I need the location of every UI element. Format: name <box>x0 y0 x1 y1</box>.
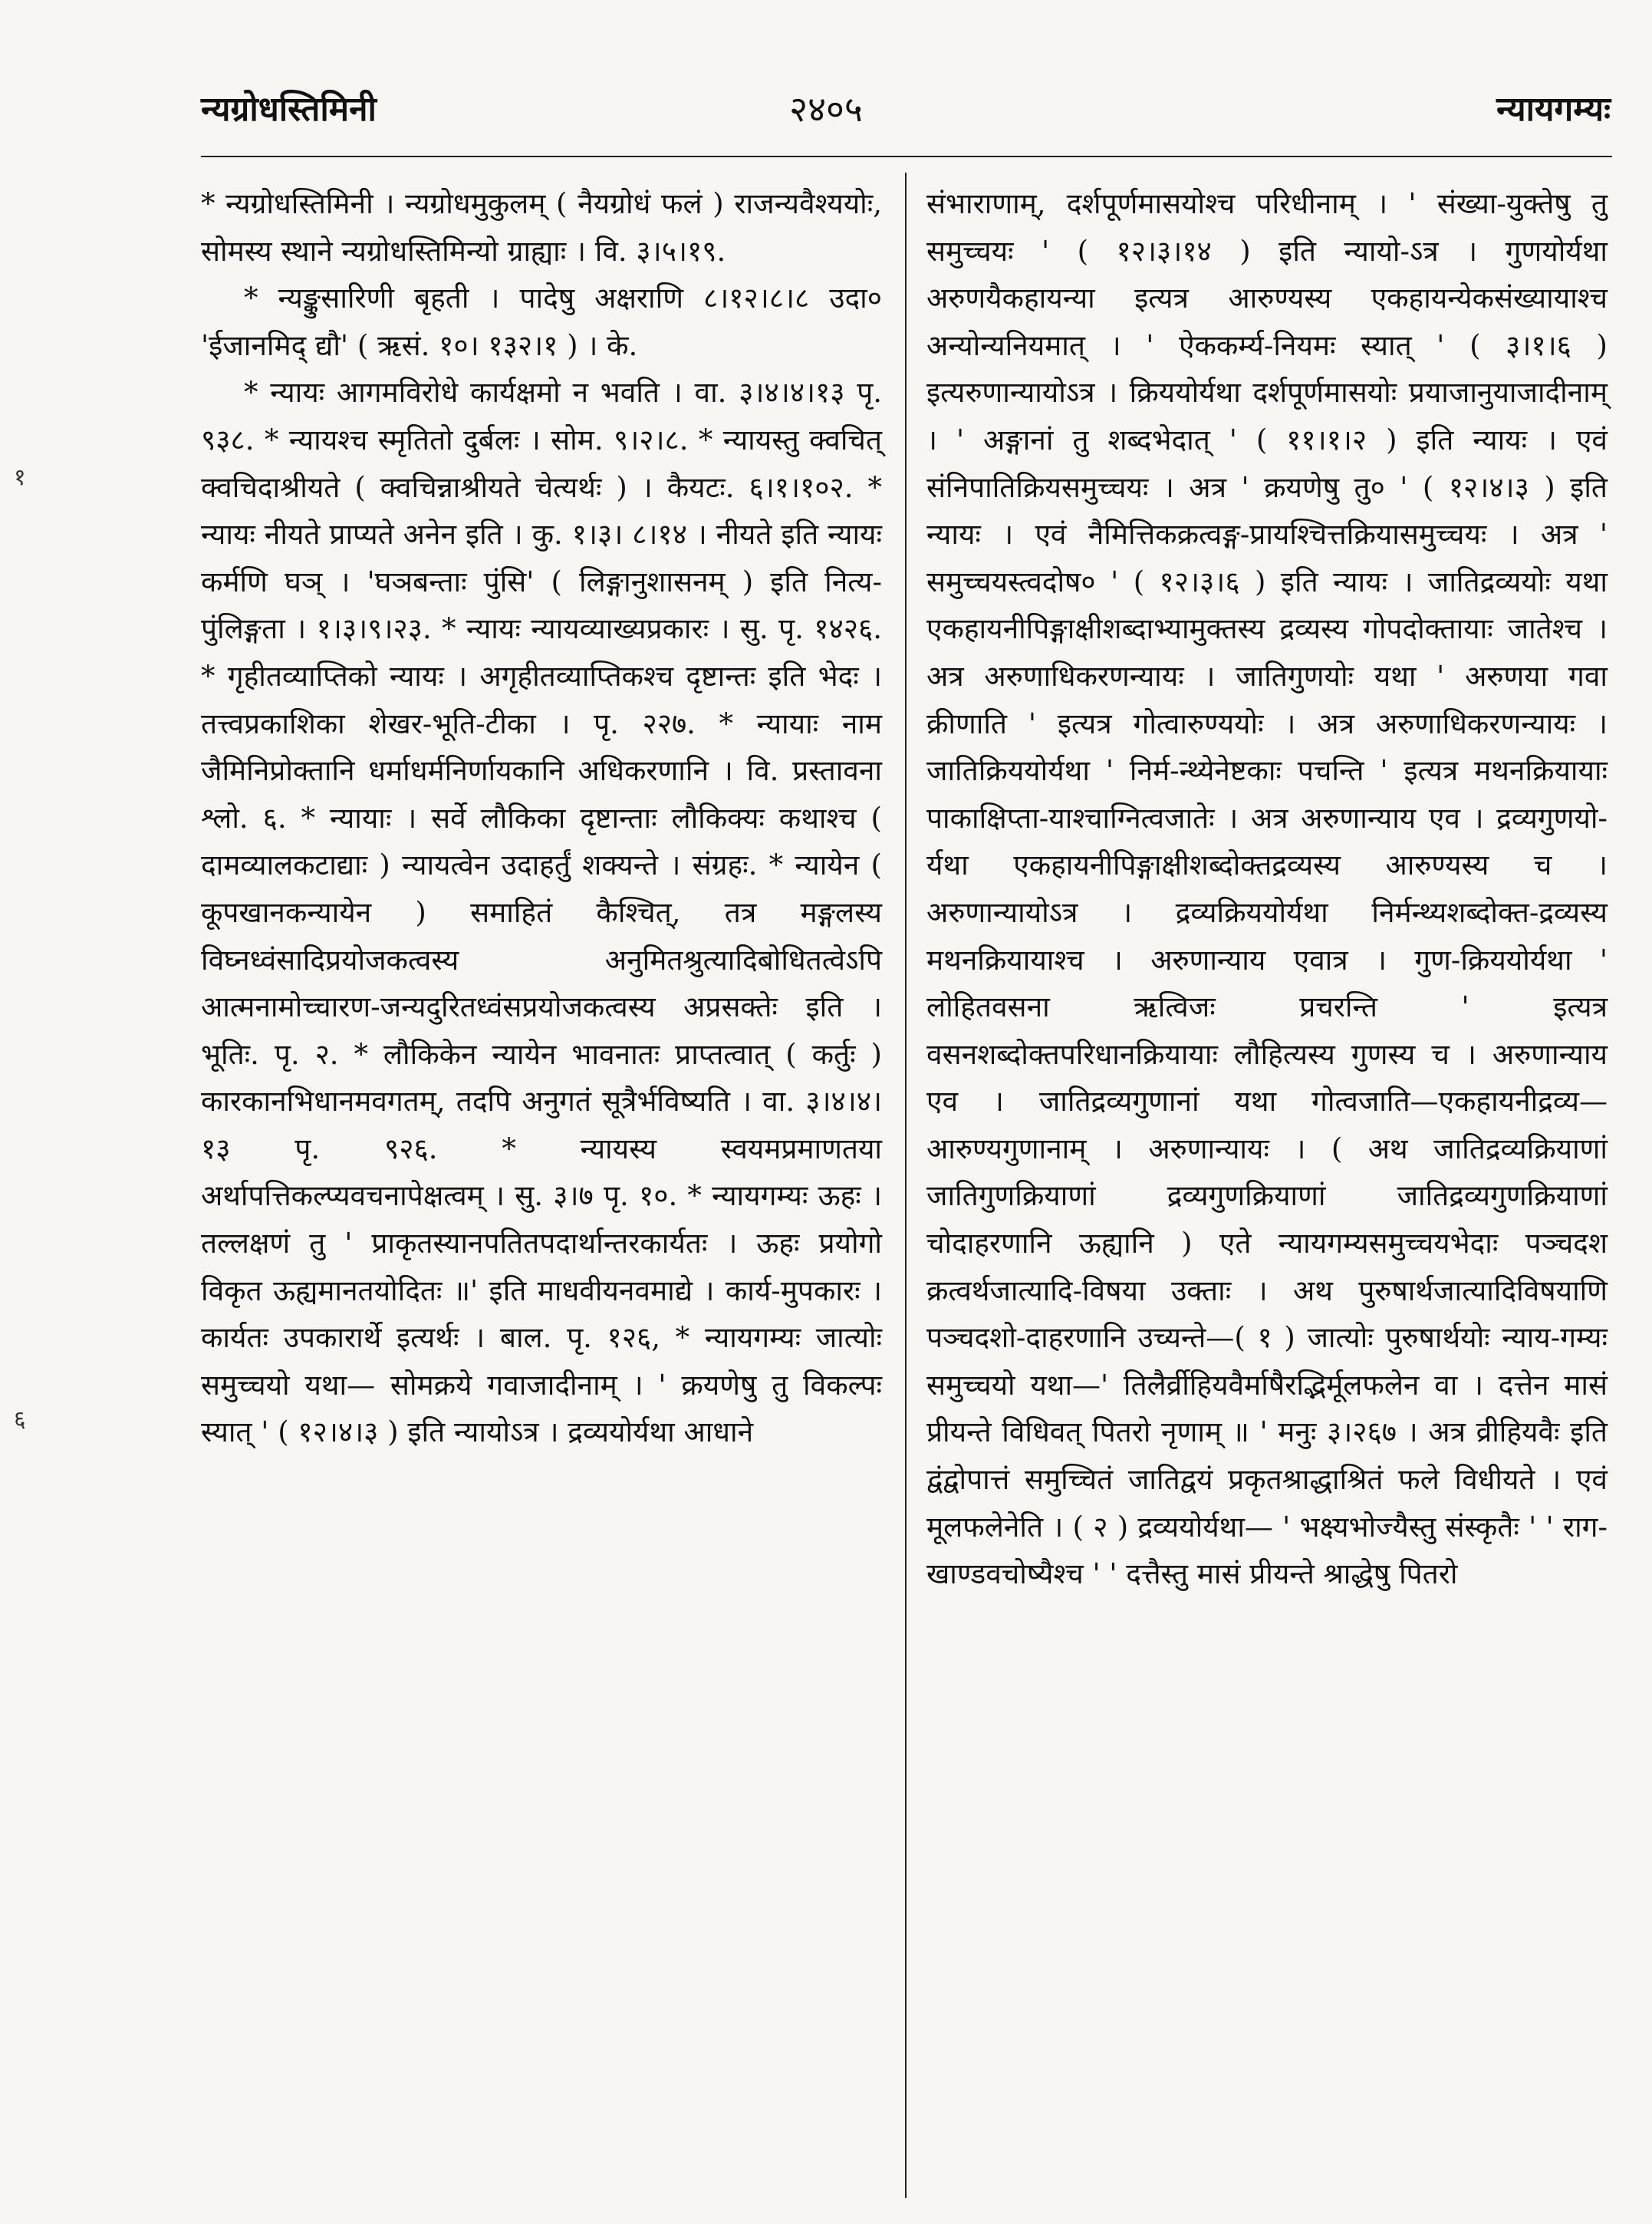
header-left-guideword: न्यग्रोधस्तिमिनी <box>201 90 377 129</box>
entry-paragraph: * न्यङ्कुसारिणी बृहती । पादेषु अक्षराणि ८।१२।८।८ उदा० 'ईजानमिद् द्यौ' ( ऋसं. १०। १३२।१ ) । के. <box>201 282 882 362</box>
header-rule <box>201 156 1612 157</box>
page-header <box>0 84 1652 138</box>
header-right-guideword: न्यायगम्यः <box>1496 90 1611 129</box>
entry-paragraph: * न्यायः आगमविरोधे कार्यक्षमो न भवति । वा. ३।४।४।१३ पृ. ९३८. * न्यायश्च स्मृतितो दुर्बलः । सोम. ९।२।८. * न्यायस्तु क्वचित् क्वचिदाश्रीयते ( क्वचिन्नाश्रीयते चेत्यर्थः ) । कैयटः. ६।१।१०२. * न्यायः नीयते प्राप्यते अनेन इति । कु. १।३। ८।१४ । नीयते इति न्यायः कर्मणि घञ् । 'घञबन्ताः पुंसि' ( लिङ्गानुशासनम् ) इति नित्य-पुंलिङ्गता । १।३।९।२३. * न्यायः न्यायव्याख्यप्रकारः । सु. पृ. १४२६. * गृहीतव्याप्तिको न्यायः । अगृहीतव्याप्तिकश्च दृष्टान्तः इति भेदः । तत्त्वप्रकाशिका शेखर-भूति-टीका । पृ. २२७. * न्यायाः नाम जैमिनिप्रोक्तानि धर्माधर्मनिर्णायकानि अधिकरणानि । वि. प्रस्तावना श्लो. ६. * न्यायाः । सर्वे लौकिका दृष्टान्ताः लौकिक्यः कथाश्च ( दामव्यालकटाद्याः ) न्यायत्वेन उदाहर्तुं शक्यन्ते । संग्रहः. * न्यायेन ( कूपखानकन्यायेन ) समाहितं कैश्चित्, तत्र मङ्गलस्य विघ्नध्वंसादिप्रयोजकत्वस्य अनुमितश्रुत्यादिबोधितत्वेऽपि आत्मनामोच्चारण-जन्यदुरितध्वंसप्रयोजकत्वस्य अप्रसक्तेः इति । भूतिः. पृ. २. * लौकिकेन न्यायेन भावनातः प्राप्तत्वात् ( कर्तुः ) कारकानभिधानमवगतम्, तदपि अनुगतं सूत्रैर्भविष्यति । वा. ३।४।४।१३ पृ. ९२६. * न्यायस्य स्वयमप्रमाणतया अर्थापत्तिकल्प्यवचनापेक्षत्वम् । सु. ३।७ पृ. १०. * न्यायगम्यः ऊहः । तल्लक्षणं तु ' प्राकृतस्यानपतितपदार्थान्तरकार्यतः । ऊहः प्रयोगो विकृत ऊह्यमानतयोदितः ॥' इति माधवीयनवमाद्ये । कार्य-मुपकारः । कार्यतः उपकारार्थे इत्यर्थः । बाल. पृ. १२६, * न्यायगम्यः जात्योः समुच्चयो यथा— सोमक्रये गवाजादीनाम् । ' क्रयणेषु तु विकल्पः स्यात् ' ( १२।४।३ ) इति न्यायोऽत्र । द्रव्ययोर्यथा आधाने <box>201 376 882 1449</box>
right-column <box>926 180 1608 1598</box>
page-number: २४०५ <box>789 88 863 130</box>
column-divider <box>905 173 907 2198</box>
left-column <box>201 180 882 1456</box>
entry-paragraph: * न्यग्रोधस्तिमिनी । न्यग्रोधमुकुलम् ( नैयग्रोधं फलं ) राजन्यवैश्ययोः, सोमस्य स्थाने न्यग्रोधस्तिमिन्यो ग्राह्याः । वि. ३।५।१९. <box>201 187 882 268</box>
margin-mark: १ <box>14 464 26 491</box>
margin-mark: ६ <box>14 1406 26 1433</box>
entry-paragraph: संभाराणाम्, दर्शपूर्णमासयोश्च परिधीनाम् । ' संख्या-युक्तेषु तु समुच्चयः ' ( १२।३।१४ ) इति न्यायो-ऽत्र । गुणयोर्यथा अरुणयैकहायन्या इत्यत्र आरुण्यस्य एकहायन्येकसंख्यायाश्च अन्योन्यनियमात् । ' ऐककर्म्य-नियमः स्यात् ' ( ३।१।६ ) इत्यरुणान्यायोऽत्र । क्रिययोर्यथा दर्शपूर्णमासयोः प्रयाजानुयाजादीनाम् । ' अङ्गानां तु शब्दभेदात् ' ( ११।१।२ ) इति न्यायः । एवं संनिपातिक्रियसमुच्चयः । अत्र ' क्रयणेषु तु० ' ( १२।४।३ ) इति न्यायः । एवं नैमित्तिकक्रत्वङ्ग-प्रायश्चित्तक्रियासमुच्चयः । अत्र ' समुच्चयस्त्वदोष० ' ( १२।३।६ ) इति न्यायः । जातिद्रव्ययोः यथा एकहायनीपिङ्गाक्षीशब्दाभ्यामुक्तस्य द्रव्यस्य गोपदोक्तायाः जातेश्च । अत्र अरुणाधिकरणन्यायः । जातिगुणयोः यथा ' अरुणया गवा क्रीणाति ' इत्यत्र गोत्वारुण्ययोः । अत्र अरुणाधिकरणन्यायः । जातिक्रिययोर्यथा ' निर्म-न्थ्येनेष्टकाः पचन्ति ' इत्यत्र मथनक्रियायाः पाकाक्षिप्ता-याश्चाग्नित्वजातेः । अत्र अरुणान्याय एव । द्रव्यगुणयो-र्यथा एकहायनीपिङ्गाक्षीशब्दोक्तद्रव्यस्य आरुण्यस्य च । अरुणान्यायोऽत्र । द्रव्यक्रिययोर्यथा निर्मन्थ्यशब्दोक्त-द्रव्यस्य मथनक्रियायाश्च । अरुणान्याय एवात्र । गुण-क्रिययोर्यथा ' लोहितवसना ऋत्विजः प्रचरन्ति ' इत्यत्र वसनशब्दोक्तपरिधानक्रियायाः लौहित्यस्य गुणस्य च । अरुणान्याय एव । जातिद्रव्यगुणानां यथा गोत्वजाति—एकहायनीद्रव्य—आरुण्यगुणानाम् । अरुणान्यायः । ( अथ जातिद्रव्यक्रियाणां जातिगुणक्रियाणां द्रव्यगुणक्रियाणां जातिद्रव्यगुणक्रियाणां चोदाहरणानि ऊह्यानि ) एते न्यायगम्यसमुच्चयभेदाः पञ्चदश क्रत्वर्थजात्यादि-विषया उक्ताः । अथ पुरुषार्थजात्यादिविषयाणि पञ्चदशो-दाहरणानि उच्यन्ते—( १ ) जात्योः पुरुषार्थयोः न्याय-गम्यः समुच्चयो यथा—' तिलैर्व्रीहियवैर्माषैरद्भिर्मूलफलेन वा । दत्तेन मासं प्रीयन्ते विधिवत् पितरो नृणाम् ॥ ' मनुः ३।२६७ । अत्र व्रीहियवैः इति द्वंद्वोपात्तं समुच्चितं जातिद्वयं प्रकृतश्राद्धाश्रितं फले विधीयते । एवं मूलफलेनेति । ( २ ) द्रव्ययोर्यथा— ' भक्ष्यभोज्यैस्तु संस्कृतैः ' ' राग-खाण्डवचोष्यैश्च ' ' दत्तैस्तु मासं प्रीयन्ते श्राद्धेषु पितरो <box>926 187 1608 1591</box>
